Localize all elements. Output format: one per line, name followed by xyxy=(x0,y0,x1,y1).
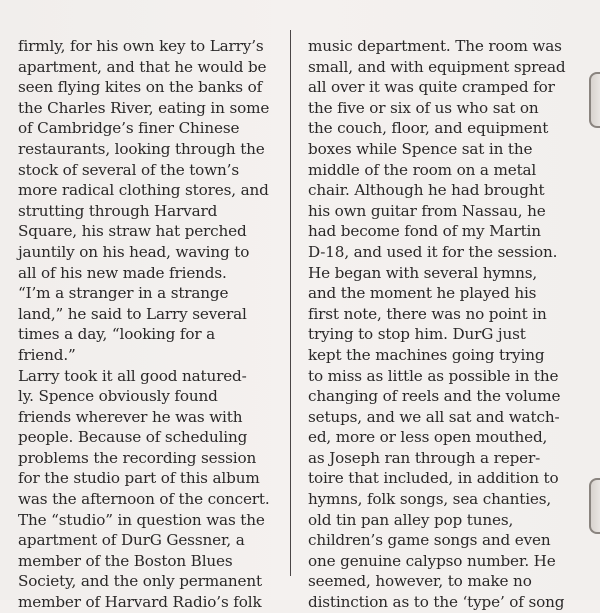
left-column-text-line: for the studio part of this album xyxy=(18,469,260,488)
right-column-text-line: all over it was quite cramped for xyxy=(308,78,555,97)
right-column-text-line: his own guitar from Nassau, he xyxy=(308,201,546,220)
left-column-text-line: all of his new made friends. xyxy=(18,263,227,282)
right-column-text-line: toire that included, in addition to xyxy=(308,469,559,488)
right-column-text-line: distinction as to the ‘type’ of song xyxy=(308,593,565,612)
right-column-text-line: trying to stop him. DurG just xyxy=(308,325,526,344)
left-column-text-line: restaurants, looking through the xyxy=(18,139,265,158)
left-column-text-line: people. Because of scheduling xyxy=(18,428,248,447)
right-column-text-line: to miss as little as possible in the xyxy=(308,366,559,385)
left-column-text-line: Larry took it all good natured- xyxy=(18,366,247,385)
left-column-text-line: ly. Spence obviously found xyxy=(18,387,218,406)
left-column-text-line: land,” he said to Larry several xyxy=(18,304,247,323)
right-column-text-line: small, and with equipment spread xyxy=(308,57,566,76)
left-column-text-line: times a day, “looking for a xyxy=(18,325,216,344)
left-column-text-line: “I’m a stranger in a strange xyxy=(18,284,229,303)
right-column-text-line: setups, and we all sat and watch- xyxy=(308,407,560,426)
left-column-text-line: Society, and the only permanent xyxy=(18,572,262,591)
left-column-text-line: was the afternoon of the concert. xyxy=(18,490,270,509)
right-column-text-line: middle of the room on a metal xyxy=(308,160,537,179)
binder-clip-top xyxy=(589,72,600,128)
left-column-text-line: the Charles River, eating in some xyxy=(18,98,270,117)
right-text-column xyxy=(308,36,580,613)
left-column-text-line: stock of several of the town’s xyxy=(18,160,239,179)
right-column-text-line: the couch, floor, and equipment xyxy=(308,119,549,138)
right-column-text-line: old tin pan alley pop tunes, xyxy=(308,510,514,529)
left-column-text-line: member of the Boston Blues xyxy=(18,551,233,570)
right-column-text-line: seemed, however, to make no xyxy=(308,572,532,591)
left-column-text-line: apartment, and that he would be xyxy=(18,57,267,76)
left-column-text-line: problems the recording session xyxy=(18,448,257,467)
right-column-text-line: first note, there was no point in xyxy=(308,304,547,323)
right-column-text-line: hymns, folk songs, sea chanties, xyxy=(308,490,552,509)
left-column-text-line: firmly, for his own key to Larry’s xyxy=(18,37,264,55)
right-column-text-line: one genuine calypso number. He xyxy=(308,551,556,570)
right-column-text-line: He began with several hymns, xyxy=(308,263,538,282)
right-column-text-line: had become fond of my Martin xyxy=(308,222,541,241)
left-column-text-line: Square, his straw hat perched xyxy=(18,222,247,241)
right-column-text-line: ed, more or less open mouthed, xyxy=(308,428,548,447)
left-column-text-line: friend.” xyxy=(18,345,76,364)
left-column-text-line: member of Harvard Radio’s folk xyxy=(18,593,262,612)
right-column-text-line: the five or six of us who sat on xyxy=(308,98,539,117)
binder-clip-bottom xyxy=(589,478,600,534)
left-column-text-line: of Cambridge’s finer Chinese xyxy=(18,119,240,138)
left-column-text-line: The “studio” in question was the xyxy=(18,510,265,529)
right-column-text-line: D-18, and used it for the session. xyxy=(308,242,558,261)
left-column-text-line: strutting through Harvard xyxy=(18,201,218,220)
column-divider xyxy=(290,30,291,576)
left-text-column xyxy=(18,36,288,613)
right-column-text-line: kept the machines going trying xyxy=(308,345,545,364)
left-column-text-line: friends wherever he was with xyxy=(18,407,243,426)
left-column-text-line: apartment of DurG Gessner, a xyxy=(18,531,245,550)
left-column-text-line: jauntily on his head, waving to xyxy=(18,242,250,261)
right-column-text-line: boxes while Spence sat in the xyxy=(308,139,533,158)
right-column-text-line: as Joseph ran through a reper- xyxy=(308,448,541,467)
left-column-text-line: seen flying kites on the banks of xyxy=(18,78,263,97)
right-column-text-line: children’s game songs and even xyxy=(308,531,551,550)
right-column-text-line: changing of reels and the volume xyxy=(308,387,561,406)
right-column-text-line: music department. The room was xyxy=(308,37,562,55)
left-column-text-line: more radical clothing stores, and xyxy=(18,181,269,200)
right-column-text-line: and the moment he played his xyxy=(308,284,537,303)
right-column-text-line: chair. Although he had brought xyxy=(308,181,545,200)
